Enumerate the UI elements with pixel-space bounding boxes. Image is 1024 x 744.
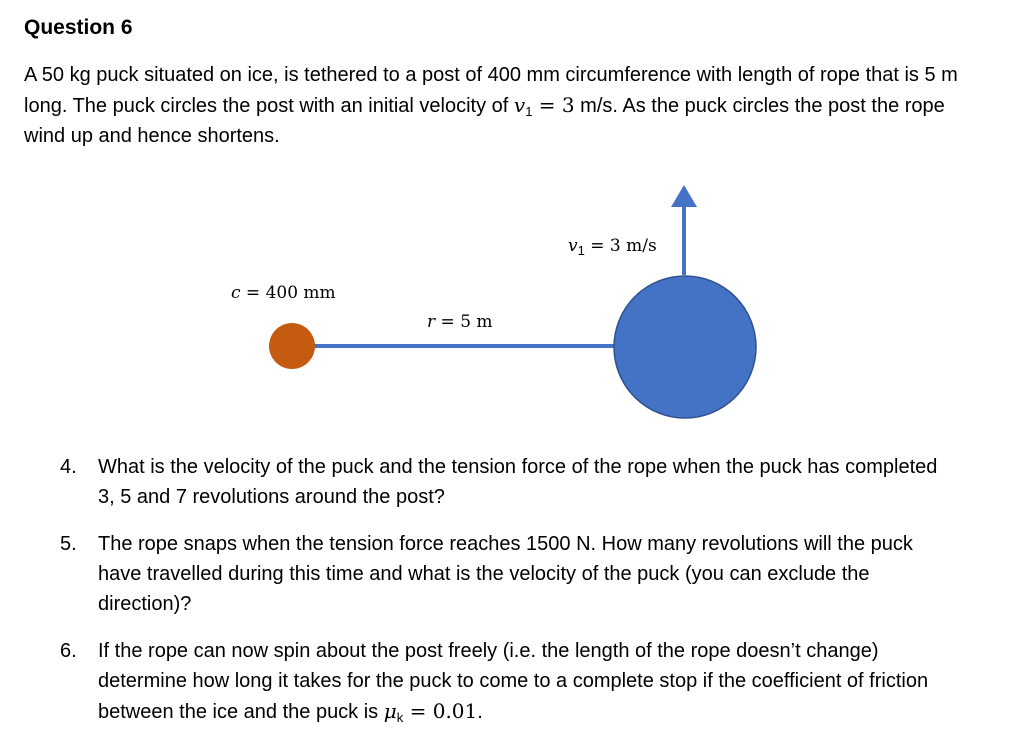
question-text: If the rope can now spin about the post freely (i.e. the length of the rope doesn’t change) determine how long it takes for the puck to come to a complete stop if the coefficient of friction between the ice and the puck is <box>98 640 929 723</box>
question-list <box>0 452 1024 727</box>
post-label-value: = 400 mm <box>240 283 336 303</box>
intro-velocity-symbol: v <box>513 93 526 117</box>
intro-text-part1: A 50 kg puck situated on ice, is tethered to a post of 400 mm circumference with length of rope that is 5 m long. The puck circles the post with an initial velocity of <box>24 64 958 117</box>
question-text: The rope snaps when the tension force reaches 1500 N. How many revolutions will the puck have travelled during this time and what is the velocity of the puck (you can exclude the direction)? <box>98 533 913 615</box>
friction-coefficient-value: = 0.01 <box>403 699 478 723</box>
intro-velocity-equals: = 3 <box>532 93 575 117</box>
question-heading: Question 6 <box>24 16 133 39</box>
velocity-label-subscript: 1 <box>577 243 585 258</box>
intro-velocity-subscript: 1 <box>525 104 533 119</box>
diagram-drawing <box>0 170 1024 450</box>
post-label-symbol: c <box>231 283 241 303</box>
rope-label-symbol: r <box>427 312 436 332</box>
question-text: What is the velocity of the puck and the tension force of the rope when the puck has completed 3, 5 and 7 revolutions around the post? <box>98 456 938 508</box>
question-item <box>0 452 958 512</box>
puck-circle <box>614 276 756 418</box>
question-item <box>0 529 958 619</box>
friction-coefficient-symbol: μ <box>383 699 397 723</box>
intro-text-part2: m/s. As the puck circles the post the rope wind up and hence shortens. <box>24 95 945 147</box>
question-number: 4. <box>60 456 77 478</box>
question-number: 6. <box>60 640 77 662</box>
friction-coefficient-subscript: k <box>396 710 404 725</box>
velocity-label-symbol: v <box>568 236 578 256</box>
post-circle <box>269 323 315 369</box>
question-item <box>0 636 958 727</box>
question-text-end: . <box>477 701 483 723</box>
puck-diagram <box>0 170 1024 450</box>
rope-label-value: = 5 m <box>435 312 493 332</box>
question-number: 5. <box>60 533 77 555</box>
velocity-arrow-head <box>671 185 697 207</box>
velocity-label <box>568 235 657 257</box>
velocity-label-value: = 3 m/s <box>584 236 657 256</box>
problem-statement <box>24 60 984 151</box>
rope-length-label <box>427 311 493 333</box>
post-circumference-label <box>231 282 336 304</box>
